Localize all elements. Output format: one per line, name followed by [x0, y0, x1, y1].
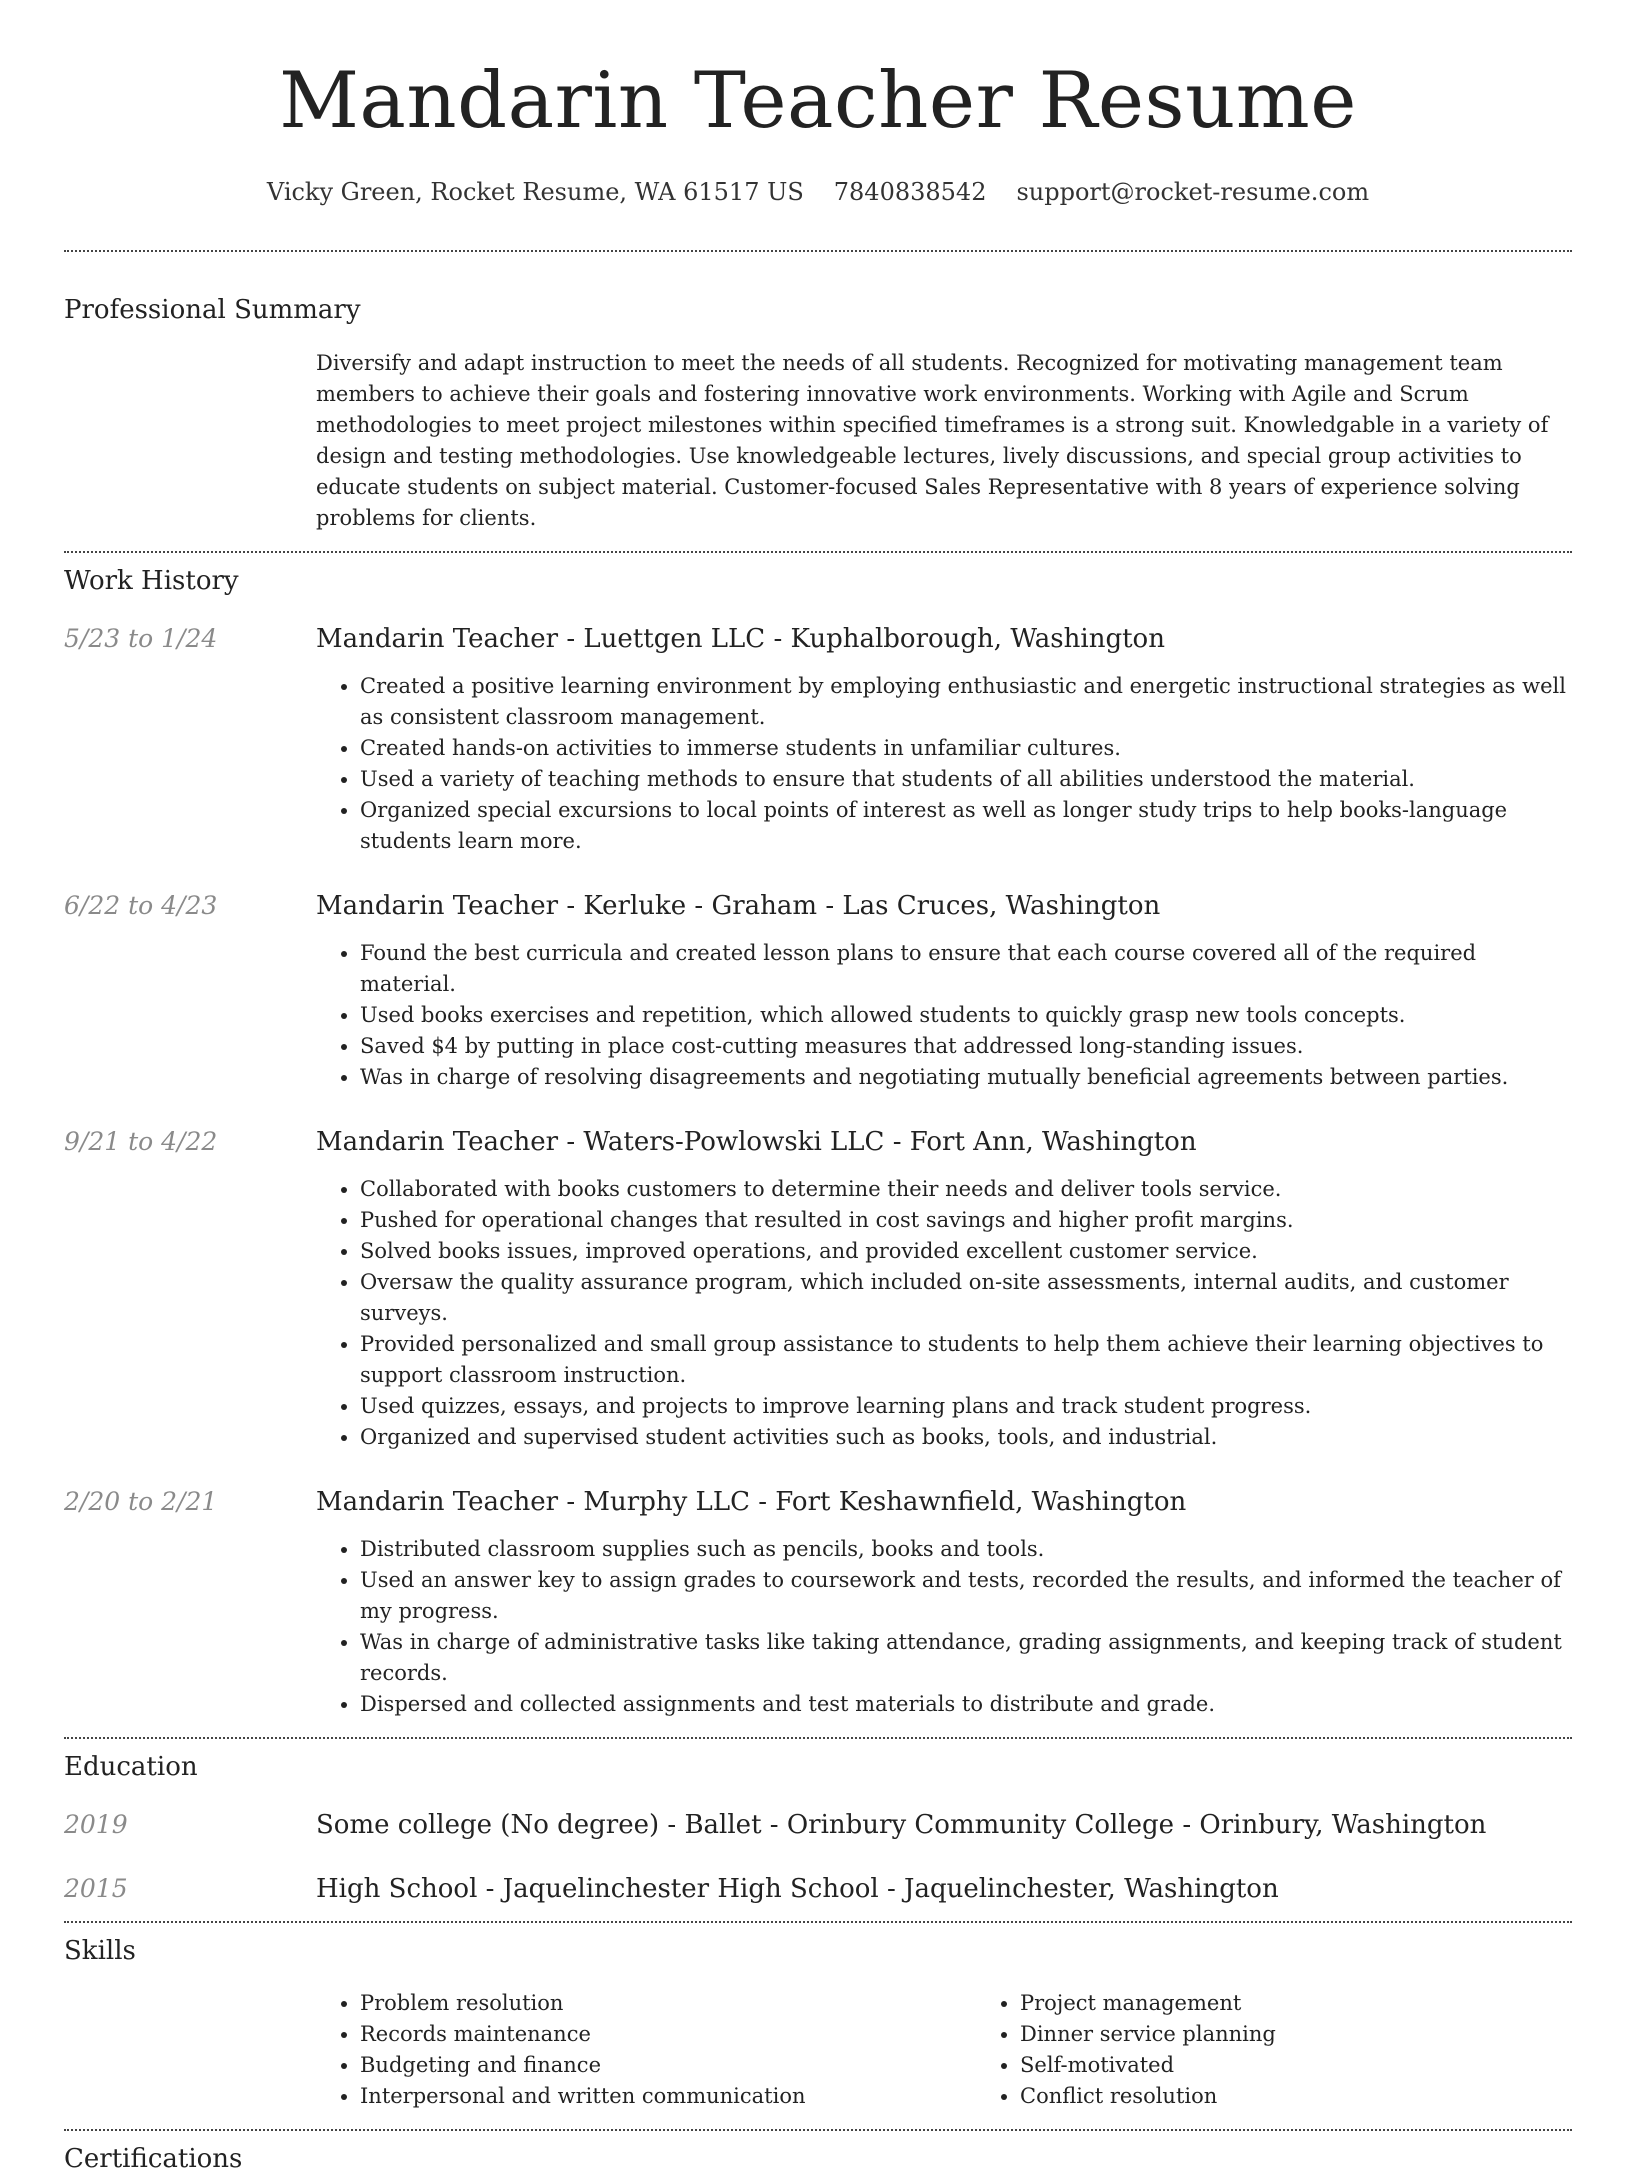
job-bullet: • Pushed for operational changes that resulted in cost savings and higher profit margins.: [360, 1205, 1572, 1236]
section-heading-certifications: Certifications: [64, 2144, 243, 2174]
education-year: 2015: [64, 1874, 128, 1903]
job-content: [316, 1487, 1572, 1720]
job-dates: 2/20 to 2/21: [64, 1487, 218, 1516]
contact-line: [64, 178, 1572, 206]
job-bullet: • Solved books issues, improved operations, and provided excellent customer service.: [360, 1236, 1572, 1267]
skill-item: • Records maintenance: [360, 2019, 976, 2050]
skills-row: [64, 1988, 1572, 2112]
job-dates: 6/22 to 4/23: [64, 891, 218, 920]
skills-list-left: [316, 1988, 976, 2112]
job-bullets: [316, 938, 1572, 1093]
contact-email: support@rocket-resume.com: [1016, 178, 1370, 206]
divider: [64, 1737, 1572, 1739]
job-entry: [64, 1487, 1572, 1720]
job-bullet: • Used a variety of teaching methods to ensure that students of all abilities understood the material.: [360, 764, 1572, 795]
job-bullet: • Oversaw the quality assurance program, which included on-site assessments, internal audits, and customer surveys.: [360, 1267, 1572, 1329]
job-content: [316, 1127, 1572, 1453]
section-heading-education: Education: [64, 1752, 198, 1782]
contact-phone: 7840838542: [833, 178, 987, 206]
job-dates: 9/21 to 4/22: [64, 1127, 218, 1156]
job-title: Mandarin Teacher - Kerluke - Graham - Las Cruces, Washington: [316, 891, 1161, 921]
job-entry: [64, 624, 1572, 857]
skill-item: • Problem resolution: [360, 1988, 976, 2019]
skill-item: • Self-motivated: [1020, 2050, 1632, 2081]
job-bullet: • Saved $4 by putting in place cost-cutting measures that addressed long-standing issues.: [360, 1031, 1572, 1062]
job-bullet: • Was in charge of administrative tasks like taking attendance, grading assignments, and keeping track of student records.: [360, 1627, 1572, 1689]
job-bullet: • Created hands-on activities to immerse students in unfamiliar cultures.: [360, 733, 1572, 764]
resume-title: Mandarin Teacher Resume: [279, 56, 1357, 146]
job-bullet: • Collaborated with books customers to determine their needs and deliver tools service.: [360, 1174, 1572, 1205]
resume-page: [64, 0, 1572, 2174]
skill-item: • Interpersonal and written communication: [360, 2081, 976, 2112]
skill-item: • Conflict resolution: [1020, 2081, 1632, 2112]
contact-address: Vicky Green, Rocket Resume, WA 61517 US: [266, 178, 804, 206]
job-title: Mandarin Teacher - Luettgen LLC - Kuphalborough, Washington: [316, 624, 1165, 654]
job-title: Mandarin Teacher - Waters-Powlowski LLC - Fort Ann, Washington: [316, 1127, 1197, 1157]
job-bullet: • Distributed classroom supplies such as pencils, books and tools.: [360, 1534, 1572, 1565]
job-bullet: • Used an answer key to assign grades to coursework and tests, recorded the results, and informed the teacher of my progress.: [360, 1565, 1572, 1627]
job-bullet: • Created a positive learning environment by employing enthusiastic and energetic instructional strategies as well as consistent classroom management.: [360, 671, 1572, 733]
divider: [64, 1921, 1572, 1923]
job-bullet: • Was in charge of resolving disagreements and negotiating mutually beneficial agreements between parties.: [360, 1062, 1572, 1093]
job-bullet: • Organized and supervised student activities such as books, tools, and industrial.: [360, 1422, 1572, 1453]
skills-columns: [316, 1988, 1572, 2112]
job-bullet: • Found the best curricula and created lesson plans to ensure that each course covered all of the required material.: [360, 938, 1572, 1000]
job-entry: [64, 891, 1572, 1093]
section-heading-skills: Skills: [64, 1936, 136, 1966]
job-bullets: [316, 1174, 1572, 1453]
education-detail: Some college (No degree) - Ballet - Orinbury Community College - Orinbury, Washington: [316, 1810, 1487, 1840]
job-dates: 5/23 to 1/24: [64, 624, 218, 653]
section-heading-summary: Professional Summary: [64, 295, 361, 325]
job-bullet: • Dispersed and collected assignments and test materials to distribute and grade.: [360, 1689, 1572, 1720]
job-entry: [64, 1127, 1572, 1453]
skill-item: • Project management: [1020, 1988, 1632, 2019]
summary-row: [64, 348, 1572, 534]
job-bullet: • Organized special excursions to local points of interest as well as longer study trips to help books-language students learn more.: [360, 795, 1572, 857]
education-entry: [64, 1810, 1572, 1840]
job-bullet: • Provided personalized and small group assistance to students to help them achieve their learning objectives to support classroom instruction.: [360, 1329, 1572, 1391]
skills-list-right: [976, 1988, 1632, 2112]
job-bullet: • Used books exercises and repetition, which allowed students to quickly grasp new tools concepts.: [360, 1000, 1572, 1031]
job-title: Mandarin Teacher - Murphy LLC - Fort Keshawnfield, Washington: [316, 1487, 1187, 1517]
skill-item: • Dinner service planning: [1020, 2019, 1632, 2050]
divider: [64, 2129, 1572, 2131]
skill-item: • Budgeting and finance: [360, 2050, 976, 2081]
section-heading-work: Work History: [64, 566, 239, 596]
education-year: 2019: [64, 1810, 128, 1839]
divider: [64, 250, 1572, 252]
summary-text: Diversify and adapt instruction to meet the needs of all students. Recognized for motivating management team members to achieve their goals and fostering innovative work environments. Working with Agile and Scrum methodologies to meet project milestones within specified timeframes is a strong suit. Knowledgable in a variety of design and testing methodologies. Use knowledgeable lectures, lively discussions, and special group activities to educate students on subject material. Customer-focused Sales Representative with 8 years of experience solving problems for clients.: [316, 351, 1549, 530]
job-bullets: [316, 1534, 1572, 1720]
education-entry: [64, 1874, 1572, 1904]
divider: [64, 551, 1572, 553]
education-detail: High School - Jaquelinchester High School - Jaquelinchester, Washington: [316, 1874, 1279, 1904]
job-content: [316, 891, 1572, 1093]
job-content: [316, 624, 1572, 857]
job-bullet: • Used quizzes, essays, and projects to improve learning plans and track student progress.: [360, 1391, 1572, 1422]
job-bullets: [316, 671, 1572, 857]
